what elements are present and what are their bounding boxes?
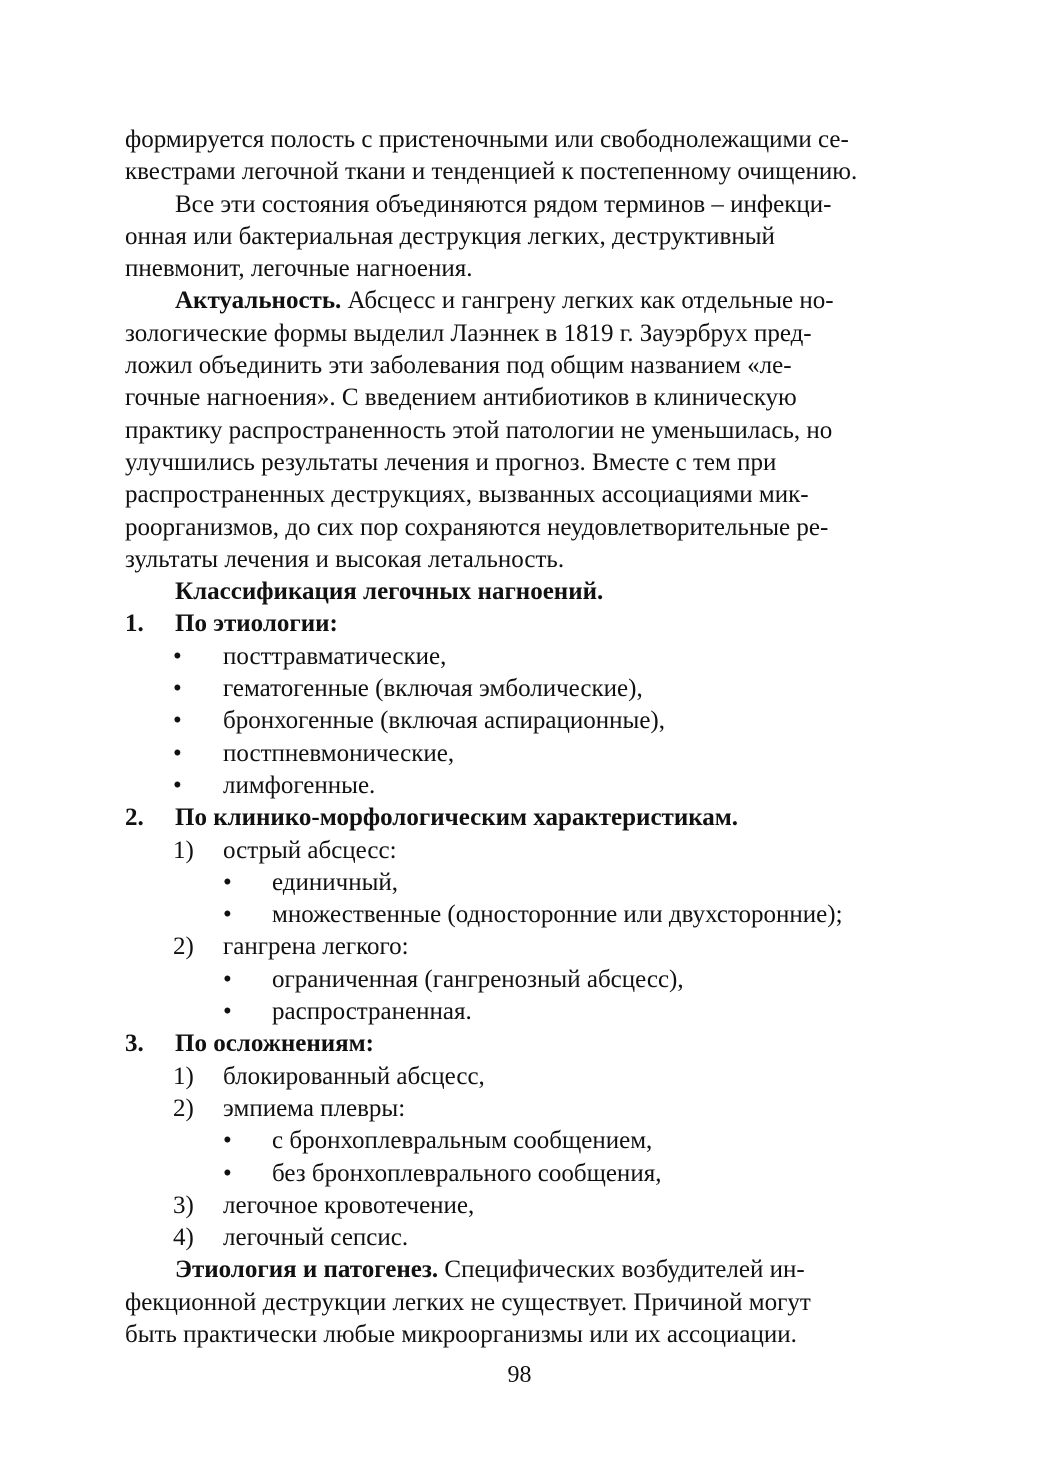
page-body bbox=[125, 124, 915, 1351]
paragraph-line: квестрами легочной ткани и тенденцией к постепенному очищению. bbox=[125, 158, 858, 186]
list-item: • лимфогенные. bbox=[125, 770, 915, 802]
list-item: • с бронхоплевральным сообщением, bbox=[125, 1125, 915, 1157]
bullet-icon: • bbox=[173, 739, 182, 767]
bullet-icon: • bbox=[173, 642, 182, 670]
list-item: • без бронхоплеврального сообщения, bbox=[125, 1158, 915, 1190]
section-title-etiology: Этиология и патогенез. bbox=[175, 1256, 439, 1284]
list-item: • ограниченная (гангренозный абсцесс), bbox=[125, 964, 915, 996]
list-section bbox=[125, 1028, 915, 1060]
list-section bbox=[125, 802, 915, 834]
paragraph-line: зологические формы выделил Лаэннек в 1819 г. Зауэрбрух пред- bbox=[125, 319, 812, 347]
section-title-relevance: Актуальность. bbox=[175, 287, 342, 315]
sub-number: 4) bbox=[173, 1224, 194, 1252]
list-item: • посттравматические, bbox=[125, 641, 915, 673]
paragraph-line: гочные нагноения». С введением антибиотиков в клиническую bbox=[125, 384, 797, 412]
section-number: 3. bbox=[125, 1030, 144, 1058]
sub-number: 1) bbox=[173, 836, 194, 864]
sub-list-item: 1) острый абсцесс: bbox=[125, 835, 915, 867]
paragraph-line: фекционной деструкции легких не существует. Причиной могут bbox=[125, 1288, 811, 1316]
sub-number: 2) bbox=[173, 933, 194, 961]
sub-number: 3) bbox=[173, 1191, 194, 1219]
list-item: • множественные (односторонние или двухсторонние); bbox=[125, 899, 915, 931]
paragraph-line: улучшились результаты лечения и прогноз. Вместе с тем при bbox=[125, 448, 777, 476]
paragraph-line: зультаты лечения и высокая летальность. bbox=[125, 545, 565, 573]
page-number: 98 bbox=[507, 1362, 532, 1388]
paragraph-line: пневмонит, легочные нагноения. bbox=[125, 255, 473, 283]
paragraph-line: формируется полость с пристеночными или свободнолежащими се- bbox=[125, 126, 849, 153]
section-number: 2. bbox=[125, 804, 144, 832]
sub-list-item: 4) легочный сепсис. bbox=[125, 1222, 915, 1254]
paragraph-line: практику распространенность этой патологии не уменьшилась, но bbox=[125, 416, 833, 444]
list-item: • бронхогенные (включая аспирационные), bbox=[125, 705, 915, 737]
bullet-icon: • bbox=[223, 998, 232, 1026]
paragraph-line: быть практически любые микроорганизмы или их ассоциации. bbox=[125, 1320, 797, 1348]
bullet-icon: • bbox=[173, 771, 182, 799]
list-item: • гематогенные (включая эмболические), bbox=[125, 673, 915, 705]
section-number: 1. bbox=[125, 610, 144, 638]
list-item: • распространенная. bbox=[125, 996, 915, 1028]
bullet-icon: • bbox=[223, 965, 232, 993]
paragraph-line: Все эти состояния объединяются рядом терминов – инфекци- bbox=[175, 190, 832, 218]
sub-list-item: 3) легочное кровотечение, bbox=[125, 1190, 915, 1222]
paragraph-line: онная или бактериальная деструкция легких, деструктивный bbox=[125, 222, 775, 250]
bullet-icon: • bbox=[223, 1159, 232, 1187]
section-title: По осложнениям: bbox=[175, 1030, 375, 1058]
list-section bbox=[125, 608, 915, 640]
section-title: По этиологии: bbox=[175, 610, 338, 638]
sub-list-item: 2) гангрена легкого: bbox=[125, 931, 915, 963]
sub-list-item: 2) эмпиема плевры: bbox=[125, 1093, 915, 1125]
bullet-icon: • bbox=[223, 868, 232, 896]
list-item: • единичный, bbox=[125, 867, 915, 899]
paragraph-line: роорганизмов, до сих пор сохраняются неудовлетворительные ре- bbox=[125, 513, 829, 541]
sub-list-item: 1) блокированный абсцесс, bbox=[125, 1061, 915, 1093]
section-title: По клинико-морфологическим характеристикам. bbox=[175, 804, 739, 832]
list-item: • постпневмонические, bbox=[125, 738, 915, 770]
bullet-icon: • bbox=[173, 707, 182, 735]
sub-number: 1) bbox=[173, 1062, 194, 1090]
paragraph-line: Актуальность. Абсцесс и гангрену легких как отдельные но- bbox=[175, 287, 834, 315]
paragraph-line: ложил объединить эти заболевания под общим названием «ле- bbox=[125, 352, 792, 380]
paragraph-line: Этиология и патогенез. Специфических возбудителей ин- bbox=[175, 1256, 805, 1284]
classification-heading: Классификация легочных нагноений. bbox=[175, 578, 604, 606]
bullet-icon: • bbox=[223, 901, 232, 929]
sub-number: 2) bbox=[173, 1094, 194, 1122]
paragraph-line: распространенных деструкциях, вызванных ассоциациями мик- bbox=[125, 481, 809, 509]
bullet-icon: • bbox=[173, 675, 182, 703]
bullet-icon: • bbox=[223, 1127, 232, 1155]
